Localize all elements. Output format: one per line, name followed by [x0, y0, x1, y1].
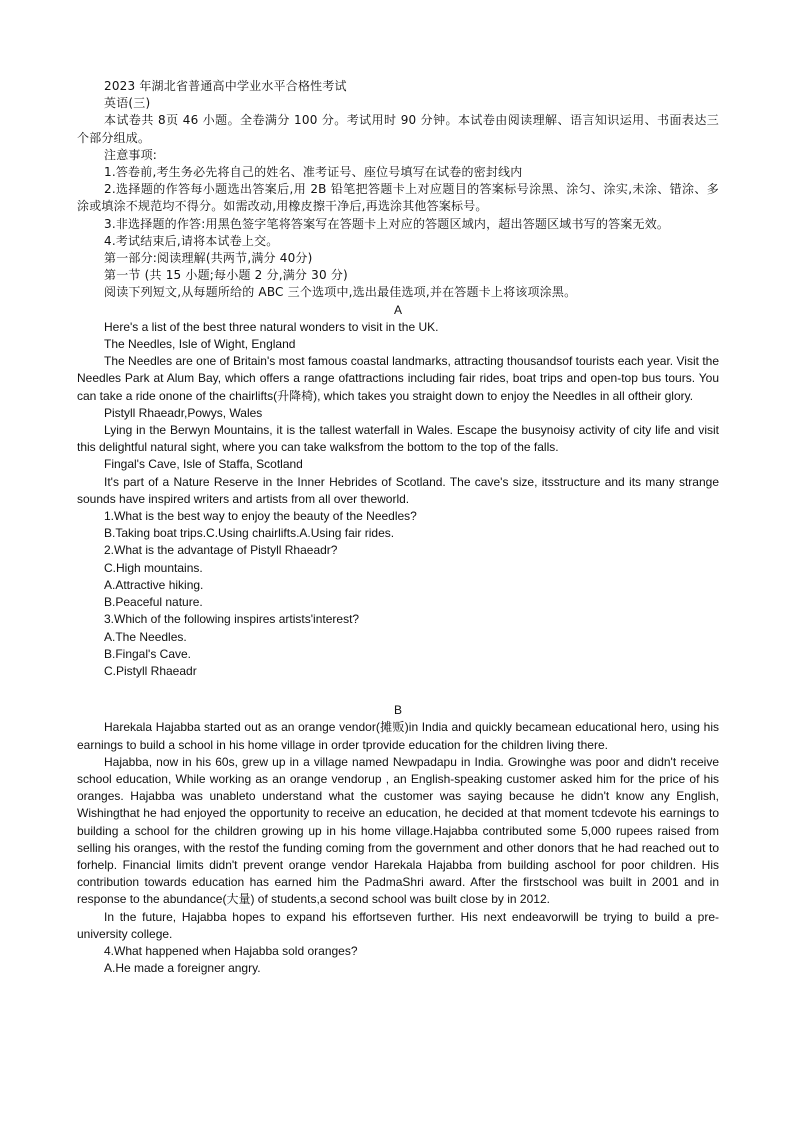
exam-title: 2023 年湖北省普通高中学业水平合格性考试: [104, 79, 347, 93]
exam-page: [77, 78, 719, 977]
spot-title: The Needles, Isle of Wight, England: [104, 337, 296, 352]
notice-item: 1.答卷前,考生务必先将自己的姓名、准考证号、座位号填写在试卷的密封线内: [104, 165, 523, 180]
question-option: B.Peaceful nature.: [104, 595, 203, 610]
question-1: 1.What is the best way to enjoy the beauty of the Needles?: [104, 509, 417, 524]
question-option: A.Attractive hiking.: [104, 577, 204, 592]
question-option: A.He made a foreigner angry.: [104, 961, 261, 976]
question-3: 3.Which of the following inspires artists'interest?: [104, 612, 360, 627]
subject-line: 英语(三): [104, 96, 151, 111]
passage-a-letter: A: [393, 302, 402, 317]
part-heading: 第一部分:阅读理解(共两节,满分 40分): [104, 251, 313, 266]
section-heading: 第一节 (共 15 小题;每小题 2 分,满分 30 分): [104, 268, 348, 283]
question-4: 4.What happened when Hajabba sold oranges?: [104, 943, 358, 958]
passage-b-paragraph: Harekala Hajabba started out as an orange vendor(摊贩)in India and quickly becamean educational hero, using his earnings to build a school in his home village in order tprovide education for the children living there.: [77, 720, 719, 752]
spot-title: Fingal's Cave, Isle of Staffa, Scotland: [104, 457, 303, 472]
section-instruction: 阅读下列短文,从每题所给的 ABC 三个选项中,选出最佳选项,并在答题卡上将该项涂黑。: [104, 285, 577, 300]
spot-description: The Needles are one of Britain's most famous coastal landmarks, attracting thousandsof tourists each year. Visit the Needles Park at Alum Bay, which offers a range ofattractions including fair rides, boat trips and open-top bus tours. You can take a ride onone of the chairlifts(升降椅), which takes you straight down to enjoy the Needles in all oftheir glory.: [77, 354, 719, 403]
spot-description: Lying in the Berwyn Mountains, it is the tallest waterfall in Wales. Escape the busynoisy activity of city life and visit this delightful natural sight, where you can take walksfrom the bottom to the top of the falls.: [77, 423, 719, 455]
notice-item: 3.非选择题的作答:用黑色签字笔将答案写在答题卡上对应的答题区域内，超出答题区域书写的答案无效。: [104, 216, 670, 231]
question-option: C.High mountains.: [104, 560, 203, 575]
notice-label: 注意事项:: [104, 147, 158, 162]
question-option: A.The Needles.: [104, 629, 187, 644]
spot-title: Pistyll Rhaeadr,Powys, Wales: [104, 405, 263, 420]
spot-description: It's part of a Nature Reserve in the Inner Hebrides of Scotland. The cave's size, itsstructure and its many strange sounds have inspired writers and artists from all over theworld.: [77, 474, 719, 506]
passage-b-paragraph: In the future, Hajabba hopes to expand his effortseven further. His next endeavorwill be trying to build a pre-university college.: [77, 909, 719, 941]
notice-item: 2.选择题的作答每小题选出答案后,用 2B 铅笔把答题卡上对应题目的答案标号涂黑、涂匀、涂实,未涂、错涂、多涂或填涂不规范均不得分。如需改动,用橡皮擦干净后,再选涂其他答案标号。: [77, 182, 719, 214]
question-option: B.Fingal's Cave.: [104, 646, 191, 661]
passage-b-paragraph: Hajabba, now in his 60s, grew up in a village named Newpadapu in India. Growinghe was poor and didn't receive school education, While working as an orange vendorup , an English-speaking customer asked him for the price of his oranges. Hajabba was unableto understand what the customer was saying because he didn't know any English, Wishingthat he had enjoyed the opportunity to receive an education, he decided at that moment tcdevote his earnings to building a school for the children growing up in his home village.Hajabba contributed some 5,000 rupees raised from selling his oranges, with the restof the funding coming from the government and other donors that he had reached out to forhelp. Financial limits didn't prevent orange vendor Harekala Hajabba from building aschool for poor children. His contribution towards education has earned him the PadmaShri award. After the firstschool was built in 2001 and in response to the abundance(大量) of students,a second school was built close by in 2012.: [77, 754, 719, 907]
question-2: 2.What is the advantage of Pistyll Rhaeadr?: [104, 543, 338, 558]
passage-b-letter: B: [393, 703, 402, 718]
exam-intro: 本试卷共 8页 46 小题。全卷满分 100 分。考试用时 90 分钟。本试卷由阅读理解、语言知识运用、书面表达三个部分组成。: [77, 113, 719, 145]
question-option: C.Pistyll Rhaeadr: [104, 663, 197, 678]
passage-a-intro: Here's a list of the best three natural wonders to visit in the UK.: [104, 319, 439, 334]
question-1-options: B.Taking boat trips.C.Using chairlifts.A.Using fair rides.: [104, 526, 395, 541]
notice-item: 4.考试结束后,请将本试卷上交。: [104, 233, 279, 248]
